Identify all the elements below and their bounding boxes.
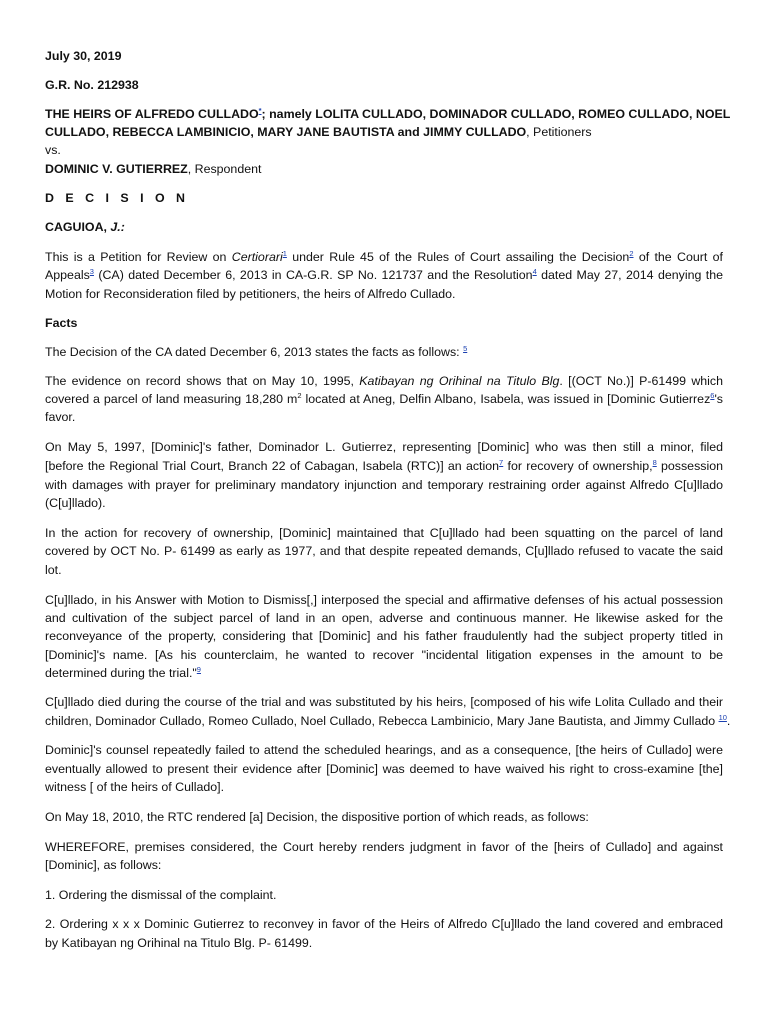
wherefore-line1: WHEREFORE, premises considered, the Court hereby renders judgment in favor of the [heirs of Cullado] and against: [45, 840, 723, 854]
facts-intro: The Decision of the CA dated December 6, 2013 states the facts as follows: $^5$: [45, 344, 468, 359]
may1997-line2: [before the Regional Trial Court, Branch 22 of Cabagan, Isabela (RTC)] an action$^7$ for recovery of ownership,$^8$ possession: [45, 458, 724, 473]
superscript-squared: 2: [297, 391, 302, 400]
answer-line5: determined during the trial."$^9$: [45, 665, 201, 680]
decision-date: July 30, 2019: [45, 49, 122, 63]
para1-line3: Motion for Reconsideration filed by petitioners, the heirs of Alfredo Cullado.: [45, 287, 456, 301]
may1997-line4: (C[u]llado).: [45, 496, 106, 510]
caption-respondent: DOMINIC V. GUTIERREZ, Respondent: [45, 162, 262, 176]
footnote-link-1[interactable]: 1: [282, 249, 287, 258]
para1-line1: This is a Petition for Review on Certiorari$^1$ under Rule 45 of the Rules of Court assailing the Decision$^2$ of the Court of: [45, 249, 723, 264]
decision-heading: D E C I S I O N: [45, 191, 189, 205]
recovery-line2: covered by OCT No. P- 61499 as early as 1977, and that despite repeated demands, C[u]llado refused to vacate the said: [45, 544, 723, 558]
wherefore-line2: [Dominic], as follows:: [45, 858, 162, 872]
recovery-line3: lot.: [45, 563, 62, 577]
may1997-line1: On May 5, 1997, [Dominic]'s father, Dominador L. Gutierrez, representing [Dominic] who was then still a minor, filed: [45, 440, 723, 454]
caption-petitioners-line1: THE HEIRS OF ALFREDO CULLADO*; namely LOLITA CULLADO, DOMINADOR CULLADO, ROMEO CULLADO, NOEL: [45, 106, 731, 121]
evidence-line1: The evidence on record shows that on May 10, 1995, Katibayan ng Orihinal na Titulo Blg. [(OCT No.)] P-61499 which: [45, 374, 723, 388]
footnote-link-4[interactable]: 4: [532, 267, 537, 276]
answer-line2: and cultivation of the subject parcel of land in an open, adverse and continuous manner. He likewise asked for the: [45, 611, 723, 625]
facts-heading: Facts: [45, 316, 78, 330]
counsel-line2: eventually allowed to present their evidence after [Dominic] was deemed to have waived his right to cross-examine [the]: [45, 762, 723, 776]
died-line1: C[u]llado died during the course of the trial and was substituted by his heirs, [composed of his wife Lolita Cullado and their: [45, 695, 723, 709]
caption-petitioners-line2: CULLADO, REBECCA LAMBINICIO, MARY JANE BAUTISTA and JIMMY CULLADO, Petitioners: [45, 125, 592, 139]
counsel-line3: witness [ of the heirs of Cullado].: [45, 780, 225, 794]
ponente: CAGUIOA, J.:: [45, 220, 125, 234]
recovery-line1: In the action for recovery of ownership, [Dominic] maintained that C[u]llado had been squatting on the parcel of land: [45, 526, 723, 540]
counsel-line1: Dominic]'s counsel repeatedly failed to attend the scheduled hearings, and as a consequence, [the heirs of Cullado] were: [45, 743, 723, 757]
caption-versus: vs.: [45, 143, 61, 157]
rtc-decision-line: On May 18, 2010, the RTC rendered [a] Decision, the dispositive portion of which reads, as follows:: [45, 810, 589, 824]
evidence-line3: favor.: [45, 410, 76, 424]
footnote-link-10[interactable]: 10: [718, 713, 727, 722]
gr-number: G.R. No. 212938: [45, 78, 139, 92]
footnote-link-5[interactable]: 5: [463, 344, 468, 353]
footnote-link-2[interactable]: 2: [629, 249, 634, 258]
evidence-line2: covered a parcel of land measuring 18,280 $m^2$ located at Aneg, Delfin Albano, Isabela, was issued in [Dominic Gutierrez$^6$'s: [45, 391, 723, 406]
footnote-link-6[interactable]: 6: [710, 391, 715, 400]
footnote-link-star[interactable]: *: [258, 106, 262, 115]
answer-line3: reconveyance of the property, considering that [Dominic] and his father fraudulently had the subject property titled in: [45, 629, 723, 643]
footnote-link-9[interactable]: 9: [196, 665, 201, 674]
footnote-link-7[interactable]: 7: [499, 458, 504, 467]
answer-line1: C[u]llado, in his Answer with Motion to Dismiss[,] interposed the special and affirmative defenses of his actual possession: [45, 593, 723, 607]
died-line2: children, Dominador Cullado, Romeo Cullado, Noel Cullado, Rebecca Lambinicio, Mary Jane Bautista, and Jimmy Cullado $^{10}$.: [45, 713, 731, 728]
footnote-link-8[interactable]: 8: [652, 458, 657, 467]
answer-line4: [Dominic]'s name. [As his counterclaim, he wanted to recover "incidental litigation expenses in the amount to be: [45, 648, 723, 662]
dispositive-item-2-line1: 2. Ordering x x x Dominic Gutierrez to reconvey in favor of the Heirs of Alfredo C[u]llado the land covered and embraced: [45, 917, 723, 931]
dispositive-item-2-line2: by Katibayan ng Orihinal na Titulo Blg. P- 61499.: [45, 936, 313, 950]
may1997-line3: with damages with prayer for preliminary mandatory injunction and temporary restraining order against Alfredo C[u]llado: [45, 478, 723, 492]
footnote-link-3[interactable]: 3: [89, 267, 94, 276]
dispositive-item-1: 1. Ordering the dismissal of the complaint.: [45, 888, 277, 902]
para1-line2: Appeals$^3$ (CA) dated December 6, 2013 in CA-G.R. SP No. 121737 and the Resolution$^4$ dated May 27, 2014 denying the: [45, 267, 723, 282]
